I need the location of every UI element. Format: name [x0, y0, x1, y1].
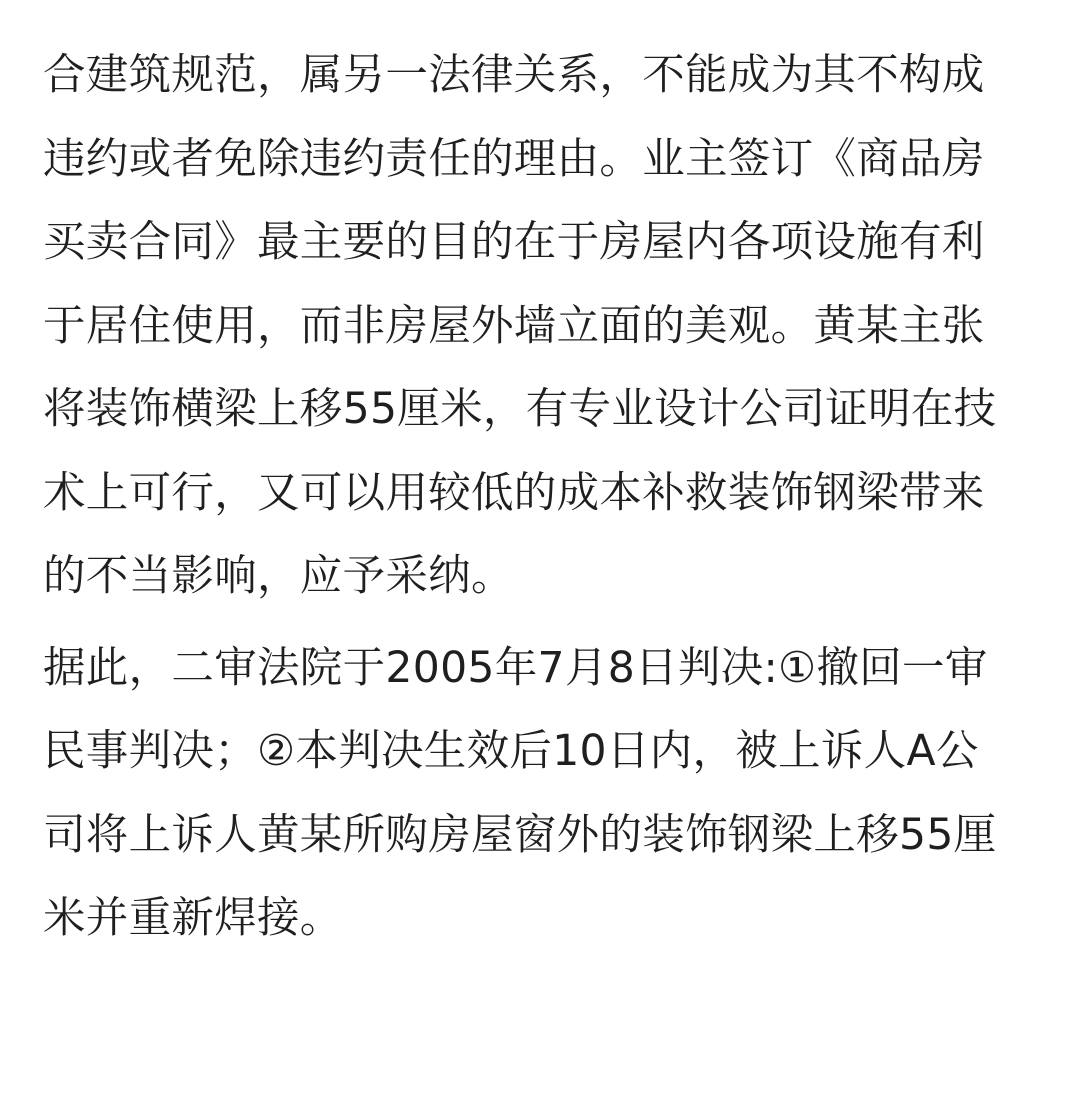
- text-line: 将装饰横梁上移55厘米，有专业设计公司证明在技: [43, 385, 997, 434]
- text-line: 民事判决；②本判决生效后10日内，被上诉人A公: [43, 727, 979, 776]
- paragraph-gap: [43, 619, 1053, 627]
- text-line: 合建筑规范，属另一法律关系，不能成为其不构成: [43, 51, 985, 100]
- text-line: 米并重新焊接。: [43, 894, 343, 943]
- text-line: 违约或者免除违约责任的理由。业主签订《商品房: [43, 134, 985, 184]
- text-line: 据此，二审法院于2005年7月8日判决:①撤回一审: [43, 643, 988, 693]
- paragraph-reasoning: [43, 34, 1053, 619]
- text-line: 的不当影响，应予采纳。: [43, 552, 514, 601]
- text-line: 司将上诉人黄某所购房屋窗外的装饰钢梁上移55厘: [43, 810, 997, 860]
- text-line: 买卖合同》最主要的目的在于房屋内各项设施有利: [43, 218, 985, 267]
- article-body: [43, 34, 1053, 961]
- text-line: 术上可行，又可以用较低的成本补救装饰钢梁带来: [43, 468, 985, 518]
- paragraph-judgment: [43, 627, 1053, 961]
- text-line: 于居住使用，而非房屋外墙立面的美观。黄某主张: [43, 301, 985, 351]
